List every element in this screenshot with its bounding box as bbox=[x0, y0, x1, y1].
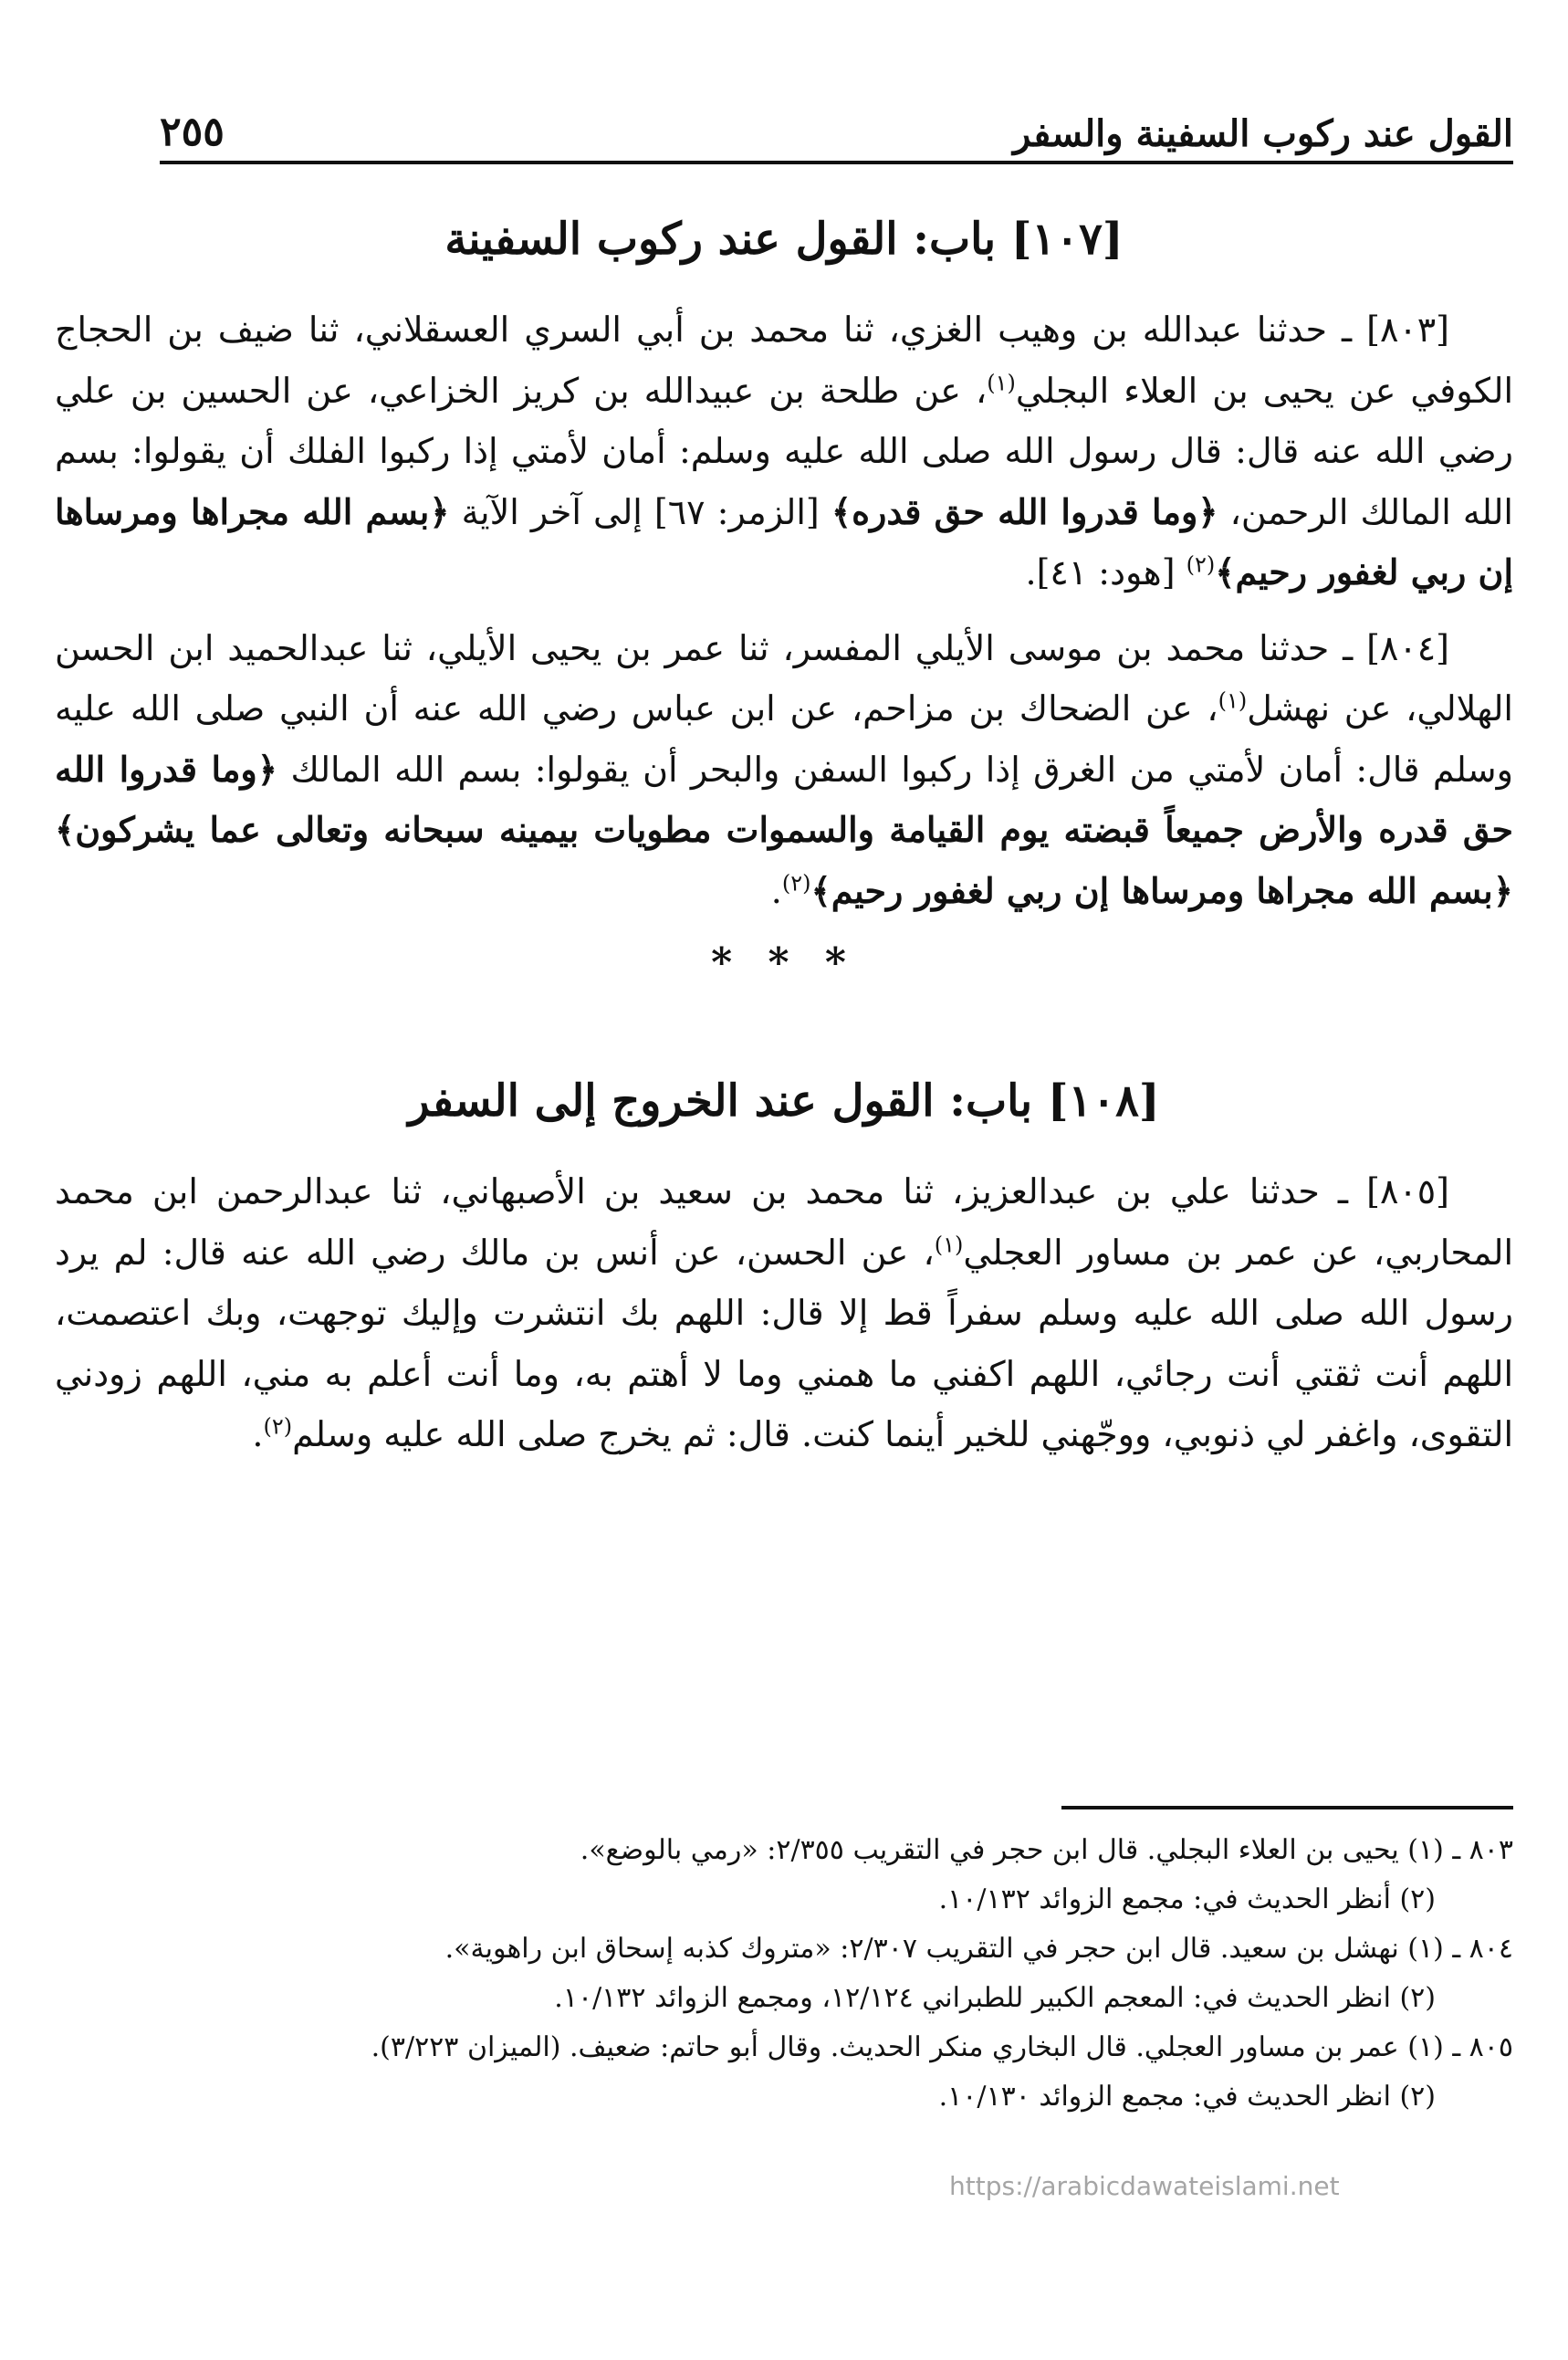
running-head bbox=[160, 91, 1513, 155]
footnote bbox=[55, 1826, 1513, 1875]
hadith-805 bbox=[55, 1161, 1513, 1465]
footnotes bbox=[55, 1826, 1513, 2122]
main-text bbox=[55, 183, 1513, 1480]
quran-verse: ﴿بسم الله مجراها ومرساها إن ربي لغفور رحيم﴾ bbox=[810, 869, 1513, 911]
hadith-803 bbox=[55, 299, 1513, 603]
footnote-text: (٢) انظر الحديث في: المعجم الكبير للطبراني ١٢/١٢٤، ومجمع الزوائد ١٠/١٣٢. bbox=[554, 1982, 1436, 2014]
footnote-marker: (٢) bbox=[263, 1413, 293, 1440]
hadith-text: ، عن الضحاك بن مزاحم، عن ابن عباس رضي الله عنه أن النبي صلى الله عليه وسلم قال: أمان لأمتي من الغرق إذا ركبوا السفن والبحر أن يقولوا: بسم الله المالك bbox=[55, 688, 1513, 790]
hadith-804 bbox=[55, 618, 1513, 922]
footnote-text: (١) عمر بن مساور العجلي. قال البخاري منكر الحديث. وقال أبو حاتم: ضعيف. (الميزان ٣/٢٢٣). bbox=[371, 2031, 1444, 2063]
watermark-url: https://arabicdawateislami.net bbox=[949, 2171, 1340, 2201]
footnote bbox=[55, 1875, 1513, 1925]
hadith-number: [٨٠٤] bbox=[1366, 627, 1449, 668]
chapter-title-108: [١٠٨] باب: القول عند الخروج إلى السفر bbox=[408, 1075, 1160, 1127]
quran-verse: ﴿وما قدروا الله حق قدره والأرض جميعاً قبضته يوم القيامة والسموات مطويات بيمينه سبحانه وتعالى عما يشركون﴾ bbox=[55, 748, 1513, 850]
quran-verse: ﴿وما قدروا الله حق قدره﴾ bbox=[831, 490, 1218, 532]
footnote-lead: ٨٠٤ ـ bbox=[1452, 1933, 1513, 1965]
footnote bbox=[55, 1974, 1513, 2023]
running-title: القول عند ركوب السفينة والسفر bbox=[1013, 112, 1513, 155]
footnote-lead: ٨٠٥ ـ bbox=[1452, 2031, 1513, 2063]
hadith-number: [٨٠٥] bbox=[1366, 1171, 1449, 1211]
footnote-lead: ٨٠٣ ـ bbox=[1452, 1834, 1513, 1866]
chapter-title-107: [١٠٧] باب: القول عند ركوب السفينة bbox=[444, 214, 1124, 265]
footnote-marker: (١) bbox=[1218, 687, 1248, 714]
header-rule bbox=[160, 161, 1513, 164]
hadith-text: ، عن الحسن، عن أنس بن مالك رضي الله عنه قال: لم يرد رسول الله صلى الله عليه وسلم سفراً قط إلا قال: اللهم بك انتشرت وإليك توجهت، وبك اعتصمت، اللهم أنت ثقتي أنت رجائي، اللهم اكفني ما همني وما لا أهتم به، وما أنت أعلم به مني، اللهم زودني التقوى، واغفر لي ذنوبي، ووجّهني للخير أينما كنت. قال: ثم يخرج صلى الله عليه وسلم bbox=[55, 1232, 1513, 1454]
footnote bbox=[55, 2072, 1513, 2122]
footnote-text: (١) نهشل بن سعيد. قال ابن حجر في التقريب ٢/٣٠٧: «متروك كذبه إسحاق ابن راهوية». bbox=[444, 1933, 1444, 1965]
footnote-marker: (١) bbox=[934, 1231, 964, 1257]
hadith-text: . bbox=[252, 1414, 264, 1454]
footnote bbox=[55, 2023, 1513, 2072]
hadith-text: ـ حدثنا محمد بن موسى الأيلي المفسر، ثنا عمر بن يحيى الأيلي، ثنا عبدالحميد ابن الحسن الهلالي، عن نهشل bbox=[55, 627, 1513, 729]
hadith-text: ، عن طلحة بن عبيدالله بن كريز الخزاعي، عن الحسين بن علي رضي الله عنه قال: قال رسول الله صلى الله عليه وسلم: أمان لأمتي إذا ركبوا الفلك أن يقولوا: بسم الله المالك الرحمن، bbox=[55, 370, 1513, 532]
footnote-marker: (١) bbox=[987, 369, 1016, 395]
footnote-marker: (٢) bbox=[781, 869, 811, 896]
hadith-text: [الزمر: ٦٧] إلى آخر الآية bbox=[461, 491, 820, 532]
hadith-text: ـ حدثنا علي بن عبدالعزيز، ثنا محمد بن سعيد بن الأصبهاني، ثنا عبدالرحمن ابن محمد المحاربي، عن عمر بن مساور العجلي bbox=[55, 1171, 1514, 1273]
hadith-text: . bbox=[770, 870, 782, 911]
footnote-text: (١) يحيى بن العلاء البجلي. قال ابن حجر في التقريب ٢/٣٥٥: «رمي بالوضع». bbox=[580, 1834, 1444, 1866]
footnote-marker: (٢) bbox=[1186, 551, 1216, 578]
quran-verse: ﴿بسم الله مجراها ومرساها إن ربي لغفور رحيم﴾ bbox=[55, 490, 1513, 593]
hadith-number: [٨٠٣] bbox=[1366, 309, 1449, 350]
footnote-text: (٢) انظر الحديث في: مجمع الزوائد ١٠/١٣٠. bbox=[938, 2081, 1436, 2113]
footnote-text: (٢) أنظر الحديث في: مجمع الزوائد ١٠/١٣٢. bbox=[938, 1883, 1436, 1915]
section-separator: * * * bbox=[711, 939, 857, 986]
footnote-rule bbox=[1061, 1806, 1513, 1809]
hadith-text: [هود: ٤١]. bbox=[1025, 552, 1176, 593]
hadith-text: ـ حدثنا عبدالله بن وهيب الغزي، ثنا محمد بن أبي السري العسقلاني، ثنا ضيف بن الحجاج الكوفي عن يحيى بن العلاء البجلي bbox=[55, 309, 1514, 411]
footnote bbox=[55, 1925, 1513, 1974]
page-number: ٢٥٥ bbox=[160, 109, 225, 155]
